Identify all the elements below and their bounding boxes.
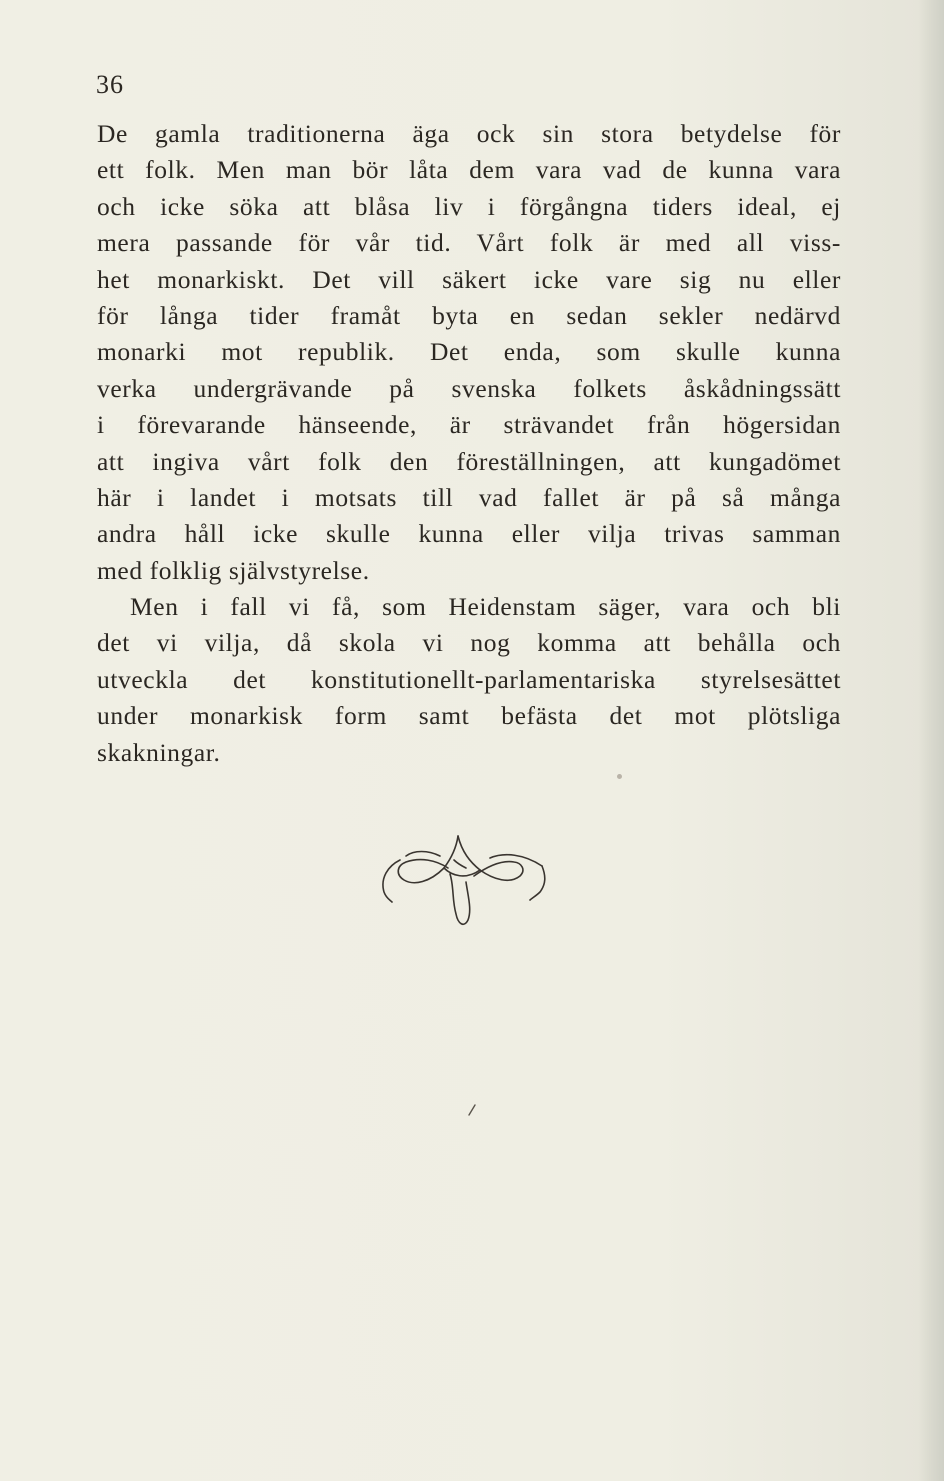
page-edge-shadow xyxy=(918,0,944,1481)
text-line: med folklig självstyrelse. xyxy=(97,555,370,585)
text-line: andra håll icke skulle kunna eller vilja trivas samman xyxy=(97,519,841,549)
flourish-ornament-icon xyxy=(370,830,550,942)
text-line: ett folk. Men man bör låta dem vara vad de kunna vara xyxy=(97,155,841,185)
text-line: utveckla det konstitutionellt-parlamentariska styrelsesättet xyxy=(97,664,841,694)
text-line: att ingiva vårt folk den föreställningen, att kungadömet xyxy=(97,446,841,476)
text-line: det vi vilja, då skola vi nog komma att behålla och xyxy=(97,628,841,658)
paragraph-1 xyxy=(97,116,841,589)
paragraph-2 xyxy=(97,589,841,771)
text-line: och icke söka att blåsa liv i förgångna tiders ideal, ej xyxy=(97,191,841,221)
ink-speck xyxy=(617,774,622,779)
page-number: 36 xyxy=(96,70,124,99)
text-line: monarki mot republik. Det enda, som skulle kunna xyxy=(97,337,841,367)
text-line: skakningar. xyxy=(97,737,221,767)
text-line: het monarkiskt. Det vill säkert icke vare sig nu eller xyxy=(97,264,841,294)
stray-tick-mark xyxy=(466,1103,478,1117)
text-line: De gamla traditionerna äga ock sin stora betydelse för xyxy=(97,119,841,148)
text-line: i förevarande hänseende, är strävandet från högersidan xyxy=(97,410,841,440)
body-text xyxy=(97,116,841,771)
text-line: för långa tider framåt byta en sedan sekler nedärvd xyxy=(97,300,841,330)
text-line: under monarkisk form samt befästa det mot plötsliga xyxy=(97,701,841,731)
text-line: mera passande för vår tid. Vårt folk är med all viss- xyxy=(97,228,841,258)
text-line: här i landet i motsats till vad fallet är på så många xyxy=(97,482,841,512)
text-line: Men i fall vi få, som Heidenstam säger, vara och bli xyxy=(130,592,841,622)
text-line: verka undergrävande på svenska folkets åskådningssätt xyxy=(97,373,841,403)
